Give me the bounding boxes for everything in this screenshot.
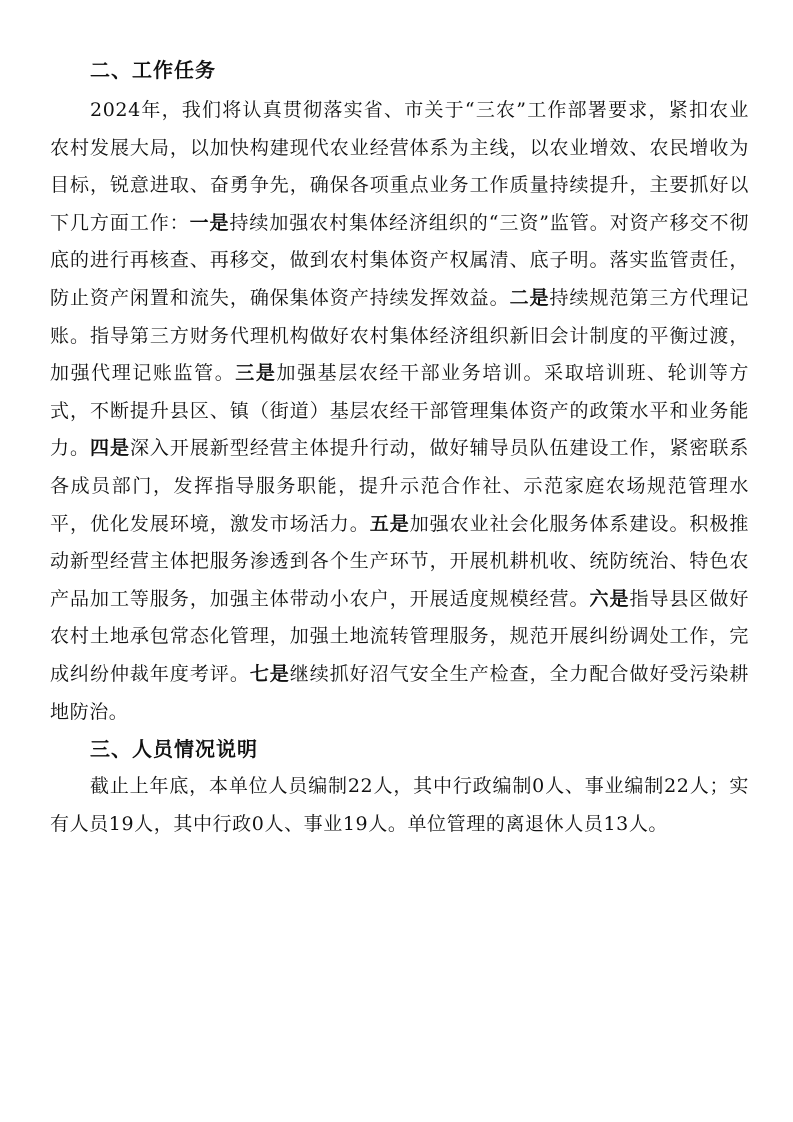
segment: 加强基层农经干部业务培训。采取培训班、轮训等方式，不断提升县区、镇（街道）基层农经干部管理集体资产的政策水平和业务能力。 bbox=[50, 362, 750, 460]
segment-bold: 二是 bbox=[509, 286, 550, 309]
segment: 持续规范第三方代理记账。指导第三方财务代理机构做好农村集体经济组织新旧会计制度的平衡过渡，加强代理记账监管。 bbox=[50, 286, 749, 385]
segment-bold: 三是 bbox=[235, 362, 277, 385]
section-heading-staff: 三、人员情况说明 bbox=[90, 737, 258, 762]
segment-bold: 五是 bbox=[369, 512, 410, 535]
segment: 指导县区做好农村土地承包常态化管理，加强土地流转管理服务，规范开展纠纷调处工作，完成纠纷仲裁年度考评。 bbox=[50, 587, 749, 685]
segment-bold: 四是 bbox=[89, 437, 130, 460]
section-heading-work-tasks: 二、工作任务 bbox=[90, 58, 216, 82]
segment: 深入开展新型经营主体提升行动，做好辅导员队伍建设工作，紧密联系各成员部门，发挥指导服务职能，提升示范合作社、示范家庭农场规范管理水平，优化发展环境，激发市场活力。 bbox=[50, 437, 749, 535]
segment: 加强农业社会化服务体系建设。积极推动新型经营主体把服务渗透到各个生产环节，开展机耕机收、统防统治、特色农产品加工等服务，加强主体带动小农户，开展适度规模经营。 bbox=[50, 512, 749, 610]
segment-bold: 一是 bbox=[189, 211, 230, 234]
segment: 持续加强农村集体经济组织的“三资”监管。对资产移交不彻底的进行再核查、再移交，做到农村集体资产权属清、底子明。落实监管责任，防止资产闲置和流失，确保集体资产持续发挥效益。 bbox=[50, 211, 749, 309]
segment-bold: 六是 bbox=[589, 587, 630, 610]
segment: 继续抓好沼气安全生产检查，全力配合做好受污染耕地防治。 bbox=[50, 662, 749, 723]
segment-bold: 七是 bbox=[249, 662, 290, 685]
work-tasks-paragraph bbox=[50, 92, 749, 731]
staff-paragraph: 截止上年底，本单位人员编制22人，其中行政编制0人、事业编制22人；实有人员19人，其中行政0人、事业19人。单位管理的离退休人员13人。 bbox=[50, 775, 749, 835]
segment: 2024年，我们将认真贯彻落实省、市关于“三农”工作部署要求，紧扣农业农村发展大局，以加快构建现代农业经营体系为主线，以农业增效、农民增收为目标，锐意进取、奋勇争先，确保各项重点业务工作质量持续提升，主要抓好以下几方面工作： bbox=[50, 99, 749, 234]
